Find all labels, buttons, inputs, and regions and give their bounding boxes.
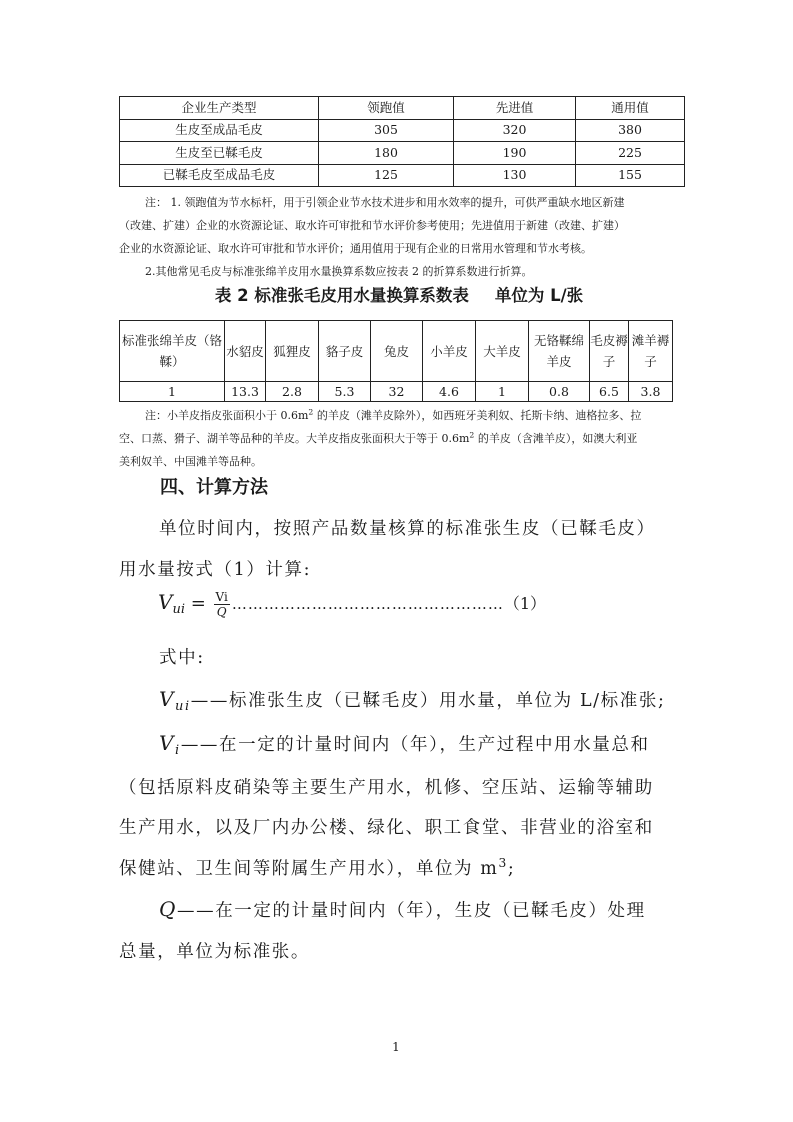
table-cell: 1 (120, 382, 225, 402)
formula-number: （1） (503, 594, 546, 613)
formula-lhs-sub: ui (172, 602, 185, 617)
conversion-factor-table (119, 320, 673, 402)
table-cell: 225 (576, 142, 685, 165)
table1-note-2 (119, 260, 679, 283)
table-header-cell: 狐狸皮 (266, 321, 319, 382)
table-header-cell: 企业生产类型 (120, 97, 319, 120)
superscript: 2 (308, 407, 314, 417)
formula-leader-dots: …………………………………………… (231, 595, 504, 613)
note-text: 的羊皮（滩羊皮除外），如西班牙美利奴、托斯卡纳、迪格拉多、拉 (313, 409, 642, 422)
definitions (119, 638, 679, 972)
note-text: 的羊皮（含滩羊皮），如澳大利亚 (474, 432, 638, 445)
table-header-cell: 标准张绵羊皮（铬鞣） (120, 321, 225, 382)
table-header-cell: 貉子皮 (319, 321, 371, 382)
table-header-cell: 大羊皮 (476, 321, 529, 382)
formula (158, 590, 598, 628)
table-cell: 0.8 (529, 382, 590, 402)
table-cell: 130 (454, 164, 576, 187)
formula-numerator: Vi (215, 590, 228, 604)
table-header-cell: 通用值 (576, 97, 685, 120)
table-cell: 32 (371, 382, 423, 402)
table2-notes (119, 404, 681, 473)
table-cell: 2.8 (266, 382, 319, 402)
page-number: 1 (392, 1040, 400, 1054)
table-cell: 生皮至成品毛皮 (120, 119, 319, 142)
table-header-cell: 毛皮褥子 (590, 321, 629, 382)
definition-vi (119, 723, 679, 768)
body-line: 式中: (159, 648, 205, 668)
formula-equals: = (184, 593, 212, 614)
note-line (119, 427, 681, 450)
note-line: （改建、扩建）企业的水资源论证、取水许可审批和节水评价参考使用；先进值用于新建（改建、扩建） (119, 219, 625, 232)
table-row (120, 382, 673, 402)
body-line: （包括原料皮硝染等主要生产用水，机修、空压站、运输等辅助 (119, 777, 654, 798)
formula-denominator: Q (216, 605, 227, 619)
table-cell: 3.8 (629, 382, 673, 402)
definition-vui (119, 679, 679, 724)
table-cell: 180 (319, 142, 454, 165)
table-header-cell: 小羊皮 (423, 321, 476, 382)
formula-lhs: V (158, 590, 173, 614)
table-cell: 5.3 (319, 382, 371, 402)
table-cell: 生皮至已鞣毛皮 (120, 142, 319, 165)
table-row (120, 119, 685, 142)
table-cell: 6.5 (590, 382, 629, 402)
table-header-cell: 先进值 (454, 97, 576, 120)
table1-notes (119, 191, 679, 260)
table-cell: 125 (319, 164, 454, 187)
note-text: 空、口蒸、猾子、湖羊等品种的羊皮。大羊皮指皮张面积大于等于 0.6m (119, 432, 470, 445)
superscript: 2 (469, 430, 475, 440)
def-text: ——标准张生皮（已鞣毛皮）用水量，单位为 L/标准张; (190, 690, 666, 711)
table-header-cell: 滩羊褥子 (629, 321, 673, 382)
table2-title-text: 表 2 标准张毛皮用水量换算系数表 (214, 286, 469, 305)
note-line: 美利奴羊、中国滩羊等品种。 (119, 455, 262, 468)
note-line: 注： 1. 领跑值为节水标杆，用于引领企业节水技术进步和用水效率的提升，可供严重缺水地区新建 (145, 196, 625, 209)
body-line (119, 849, 679, 890)
def-var: V (159, 731, 176, 755)
def-text: ——在一定的计量时间内（年），生皮（已鞣毛皮）处理 (177, 901, 646, 921)
table-cell: 155 (576, 164, 685, 187)
superscript: 3 (498, 855, 508, 870)
definition-q (119, 889, 679, 932)
table-header-row (120, 97, 685, 120)
note-line: 2.其他常见毛皮与标准张绵羊皮用水量换算系数应按表 2 的折算系数进行折算。 (145, 265, 533, 278)
table-row (120, 142, 685, 165)
def-var-sub: i (175, 743, 181, 758)
body-line: 生产用水，以及厂内办公楼、绿化、职工食堂、非营业的浴室和 (119, 818, 654, 838)
def-text: ——在一定的计量时间内（年），生产过程中用水量总和 (180, 735, 650, 755)
formula-fraction (214, 590, 230, 619)
table-header-cell: 兔皮 (371, 321, 423, 382)
table-header-cell: 无铬鞣绵羊皮 (529, 321, 590, 382)
note-text: 注：小羊皮指皮张面积小于 0.6m (145, 409, 309, 422)
table2-unit: 单位为 L/张 (494, 286, 584, 305)
table-cell: 已鞣毛皮至成品毛皮 (120, 164, 319, 187)
table-header-cell: 水貂皮 (225, 321, 266, 382)
water-standard-table (119, 96, 685, 187)
table-header-cell: 领跑值 (319, 97, 454, 120)
def-text: 保健站、卫生间等附属生产用水），单位为 m (119, 858, 499, 879)
table-cell: 380 (576, 119, 685, 142)
body-line: 单位时间内，按照产品数量核算的标准张生皮（已鞣毛皮） (159, 519, 656, 539)
table-row (120, 164, 685, 187)
table-cell: 190 (454, 142, 576, 165)
def-text: ; (507, 858, 516, 879)
note-line: 企业的水资源论证、取水许可审批和节水评价；通用值用于现有企业的日常用水管理和节水考核。 (119, 242, 592, 255)
def-var: V (159, 686, 176, 711)
table-header-row (120, 321, 673, 382)
def-var-sub: ui (175, 698, 191, 714)
table-cell: 13.3 (225, 382, 266, 402)
note-line (119, 404, 681, 427)
table2-title (119, 283, 679, 309)
body-line: 总量，单位为标准张。 (119, 941, 310, 962)
table-cell: 320 (454, 119, 576, 142)
table-cell: 305 (319, 119, 454, 142)
table-cell: 1 (476, 382, 529, 402)
def-var: Q (159, 897, 177, 921)
body-line: 用水量按式（1）计算: (119, 559, 312, 580)
intro-paragraph (119, 509, 679, 590)
section-heading: 四、计算方法 (160, 477, 268, 498)
table-cell: 4.6 (423, 382, 476, 402)
